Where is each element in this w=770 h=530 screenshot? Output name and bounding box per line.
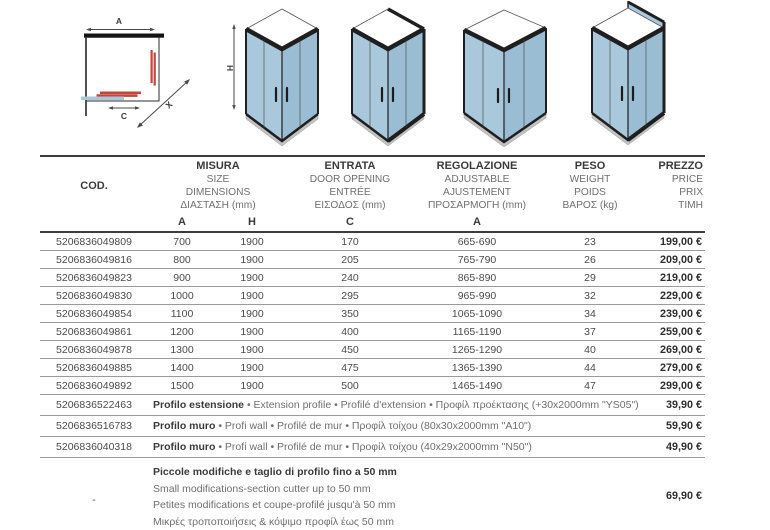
cell-cod: 5206836049892 <box>40 380 148 392</box>
table-body <box>40 233 705 530</box>
cell-price: 219,00 € <box>638 272 705 284</box>
cell-price: 259,00 € <box>638 326 705 338</box>
subheader-h: H <box>216 216 288 228</box>
cell-c: 500 <box>288 380 412 392</box>
service-row <box>40 458 705 530</box>
enclosure-drawing-3 <box>452 2 556 148</box>
door-marker-vertical <box>151 50 156 86</box>
enclosure-drawing-4 <box>580 0 676 148</box>
cell-adjustable: 665-690 <box>412 236 542 248</box>
cell-cod: 5206836049854 <box>40 308 148 320</box>
table-header <box>40 155 705 233</box>
cell-h: 1900 <box>216 290 288 302</box>
enclosure-drawing-2 <box>344 2 436 148</box>
cell-weight: 26 <box>542 254 638 266</box>
cell-weight: 47 <box>542 380 638 392</box>
cell-price: 49,90 € <box>638 441 705 453</box>
cell-a: 900 <box>148 272 216 284</box>
table-row <box>40 269 705 287</box>
plan-view-diagram <box>60 8 210 148</box>
cell-price: 229,00 € <box>638 290 705 302</box>
cell-weight: 44 <box>542 362 638 374</box>
cell-price: 299,00 € <box>638 380 705 392</box>
column-header-prezzo: PREZZO PRICE PRIX ΤΙΜΗ <box>638 160 705 212</box>
cell-weight: 37 <box>542 326 638 338</box>
cell-price: 69,90 € <box>638 464 705 502</box>
column-header-entrata: ENTRATA DOOR OPENING ENTRÉE ΕΙΣΟΔΟΣ (mm) <box>288 160 412 212</box>
subheader-a: A <box>148 216 216 228</box>
accessory-row <box>40 395 705 416</box>
cell-adjustable: 865-890 <box>412 272 542 284</box>
cell-adjustable: 965-990 <box>412 290 542 302</box>
cell-adjustable: 1465-1490 <box>412 380 542 392</box>
cell-adjustable: 765-790 <box>412 254 542 266</box>
cell-c: 170 <box>288 236 412 248</box>
label-a: A <box>116 16 122 26</box>
cell-price: 39,90 € <box>638 399 705 411</box>
cell-cod: 5206836040318 <box>40 441 148 453</box>
cell-h: 1900 <box>216 344 288 356</box>
accessory-translations: • Extension profile • Profilé d'extension • Προφίλ προέκτασης (+30x2000mm "YS05") <box>244 399 639 411</box>
cell-a: 700 <box>148 236 216 248</box>
cell-adjustable: 1265-1290 <box>412 344 542 356</box>
table-row <box>40 305 705 323</box>
cell-price: 199,00 € <box>638 236 705 248</box>
table-row <box>40 251 705 269</box>
cell-price: 269,00 € <box>638 344 705 356</box>
cell-a: 1500 <box>148 380 216 392</box>
cell-c: 205 <box>288 254 412 266</box>
cell-a: 800 <box>148 254 216 266</box>
cell-h: 1900 <box>216 308 288 320</box>
fixed-panel-marker <box>81 97 124 101</box>
cell-c: 240 <box>288 272 412 284</box>
cell-a: 1300 <box>148 344 216 356</box>
door-marker-horizontal <box>97 92 142 97</box>
price-table <box>40 155 705 530</box>
cell-cod: 5206836516783 <box>40 420 148 432</box>
cell-weight: 40 <box>542 344 638 356</box>
cell-adjustable: 1365-1390 <box>412 362 542 374</box>
table-subheader <box>40 212 705 231</box>
accessory-name: Profilo estensione <box>153 399 244 411</box>
table-row <box>40 287 705 305</box>
cell-c: 400 <box>288 326 412 338</box>
enclosure-drawing-1 <box>226 2 332 148</box>
cell-c: 350 <box>288 308 412 320</box>
dimension-arrow-h <box>225 24 236 110</box>
table-row <box>40 323 705 341</box>
cell-weight: 34 <box>542 308 638 320</box>
dimension-arrow-a <box>86 16 155 31</box>
cell-weight: 32 <box>542 290 638 302</box>
column-header-cod: COD. <box>40 180 148 192</box>
cell-price: 239,00 € <box>638 308 705 320</box>
accessory-name: Profilo muro <box>153 441 215 453</box>
cell-h: 1900 <box>216 326 288 338</box>
subheader-c: C <box>288 216 412 228</box>
cell-description <box>148 441 638 453</box>
accessory-translations: • Profi wall • Profilé de mur • Προφίλ τοίχου (80x30x2000mm "A10") <box>215 420 531 432</box>
cell-cod: 5206836049878 <box>40 344 148 356</box>
accessory-translations: • Profi wall • Profilé de mur • Προφίλ τοίχου (40x29x2000mm "N50") <box>215 441 531 453</box>
accessory-row <box>40 437 705 458</box>
cell-adjustable: 1065-1090 <box>412 308 542 320</box>
cell-description <box>148 420 638 432</box>
cell-h: 1900 <box>216 362 288 374</box>
cell-cod: 5206836049816 <box>40 254 148 266</box>
cell-description <box>148 464 638 530</box>
label-x: X <box>163 99 174 110</box>
service-line-el: Μικρές τροποποιήσεις & κόψιμο προφίλ έως 50 mm <box>153 514 638 530</box>
cell-adjustable: 1165-1190 <box>412 326 542 338</box>
cell-cod: 5206836049885 <box>40 362 148 374</box>
service-line-fr: Petites modifications et coupe-profilé jusqu'à 50 mm <box>153 497 638 514</box>
column-header-peso: PESO WEIGHT POIDS ΒΑΡΟΣ (kg) <box>542 160 638 212</box>
cell-cod: 5206836049861 <box>40 326 148 338</box>
cell-cod: 5206836049823 <box>40 272 148 284</box>
cell-a: 1200 <box>148 326 216 338</box>
cell-price: 59,90 € <box>638 420 705 432</box>
cell-weight: 29 <box>542 272 638 284</box>
cell-price: 279,00 € <box>638 362 705 374</box>
label-c: C <box>121 111 127 121</box>
cell-a: 1400 <box>148 362 216 374</box>
cell-cod: 5206836522463 <box>40 399 148 411</box>
column-header-misura: MISURA SIZE DIMENSIONS ΔΙΑΣΤΑΣΗ (mm) <box>148 160 288 212</box>
cell-cod: 5206836049830 <box>40 290 148 302</box>
plan-top-wall <box>84 34 164 38</box>
table-row <box>40 377 705 395</box>
cell-h: 1900 <box>216 272 288 284</box>
cell-h: 1900 <box>216 236 288 248</box>
cell-h: 1900 <box>216 254 288 266</box>
cell-h: 1900 <box>216 380 288 392</box>
cell-cod: 5206836049809 <box>40 236 148 248</box>
accessory-name: Profilo muro <box>153 420 215 432</box>
cell-price: 209,00 € <box>638 254 705 266</box>
cell-c: 295 <box>288 290 412 302</box>
cell-a: 1000 <box>148 290 216 302</box>
cell-cod: - <box>40 464 148 506</box>
plan-outline <box>86 37 159 101</box>
service-line-it: Piccole modifiche e taglio di profilo fino a 50 mm <box>153 464 638 481</box>
table-row <box>40 233 705 251</box>
dimension-arrow-c <box>108 106 140 121</box>
cell-a: 1100 <box>148 308 216 320</box>
cell-description <box>148 399 638 411</box>
table-row <box>40 341 705 359</box>
column-header-regolazione: REGOLAZIONE ADJUSTABLE AJUSTEMENT ΠΡΟΣΑΡΜΟΓΗ (mm) <box>412 160 542 212</box>
dimension-arrow-x <box>137 79 190 128</box>
cell-weight: 23 <box>542 236 638 248</box>
accessory-row <box>40 416 705 437</box>
table-row <box>40 359 705 377</box>
cell-c: 475 <box>288 362 412 374</box>
service-line-en: Small modifications-section cutter up to 50 mm <box>153 481 638 498</box>
subheader-a2: A <box>412 216 542 228</box>
cell-c: 450 <box>288 344 412 356</box>
label-h: H <box>225 65 235 71</box>
